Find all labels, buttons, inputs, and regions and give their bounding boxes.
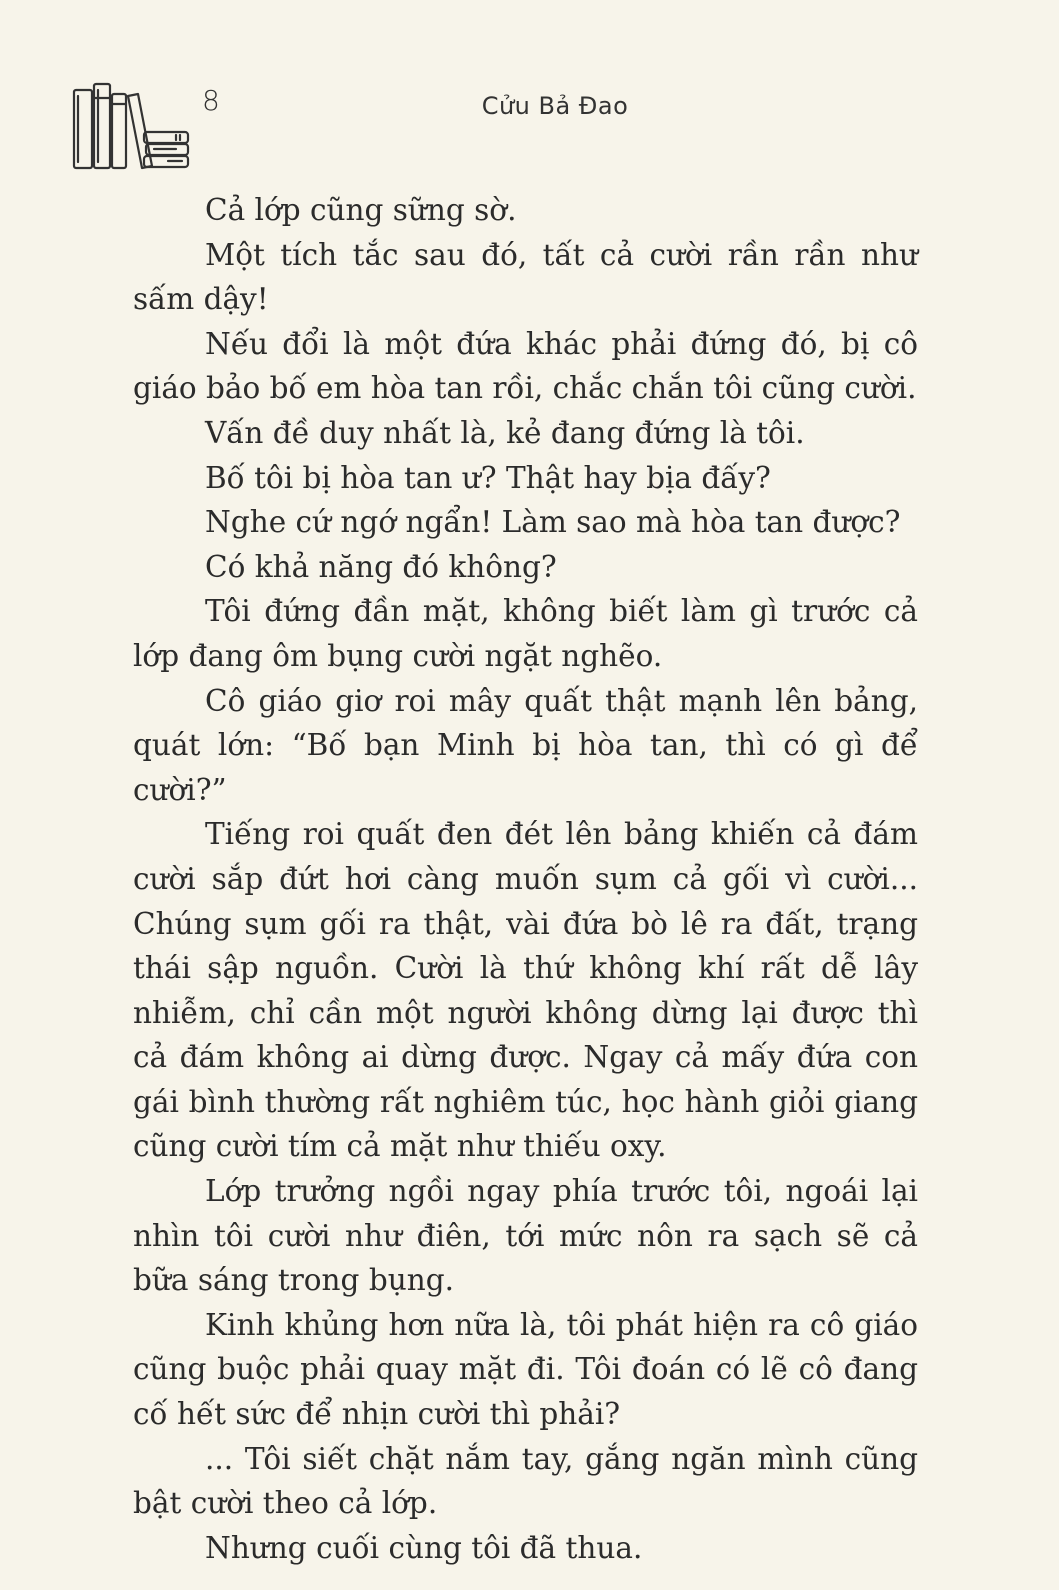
paragraph: ... Tôi siết chặt nắm tay, gắng ngăn mình cũng bật cười theo cả lớp. <box>133 1441 918 1521</box>
paragraph: Nghe cứ ngớ ngẩn! Làm sao mà hòa tan được? <box>205 505 901 540</box>
paragraph: Bố tôi bị hòa tan ư? Thật hay bịa đấy? <box>205 460 771 495</box>
paragraph: Một tích tắc sau đó, tất cả cười rần rần như sấm dậy! <box>133 237 918 317</box>
page-number: 8 <box>202 84 220 117</box>
paragraph: Lớp trưởng ngồi ngay phía trước tôi, ngoái lại nhìn tôi cười như điên, tới mức nôn ra sạch sẽ cả bữa sáng trong bụng. <box>133 1174 918 1298</box>
page-header <box>72 72 1019 172</box>
paragraph: Tôi đứng đần mặt, không biết làm gì trước cả lớp đang ôm bụng cười ngặt nghẽo. <box>133 594 918 673</box>
paragraph: Vấn đề duy nhất là, kẻ đang đứng là tôi. <box>205 415 805 450</box>
book-title: Cửu Bả Đao <box>481 92 629 120</box>
paragraph: Có khả năng đó không? <box>205 549 557 584</box>
paragraph: Tiếng roi quất đen đét lên bảng khiến cả đám cười sắp đứt hơi càng muốn sụm cả gối vì cười... Chúng sụm gối ra thật, vài đứa bò lê ra đất, trạng thái sập nguồn. Cười là thứ không khí rất dễ lây nhiễm, chỉ cần một người không dừng lại được thì cả đám không ai dừng được. Ngay cả mấy đứa con gái bình thường rất nghiêm túc, học hành giỏi giang cũng cười tím cả mặt như thiếu oxy. <box>133 817 918 1164</box>
books-icon <box>72 82 192 172</box>
paragraph: Nhưng cuối cùng tôi đã thua. <box>205 1530 643 1565</box>
body-text <box>133 188 918 1570</box>
paragraph: Cô giáo giơ roi mây quất thật mạnh lên bảng, quát lớn: “Bố bạn Minh bị hòa tan, thì có gì để cười?” <box>133 683 918 807</box>
paragraph: Nếu đổi là một đứa khác phải đứng đó, bị cô giáo bảo bố em hòa tan rồi, chắc chắn tôi cũng cười. <box>133 326 918 406</box>
paragraph: Kinh khủng hơn nữa là, tôi phát hiện ra cô giáo cũng buộc phải quay mặt đi. Tôi đoán có lẽ cô đang cố hết sức để nhịn cười thì phải? <box>133 1307 918 1432</box>
paragraph: Cả lớp cũng sững sờ. <box>205 193 517 227</box>
